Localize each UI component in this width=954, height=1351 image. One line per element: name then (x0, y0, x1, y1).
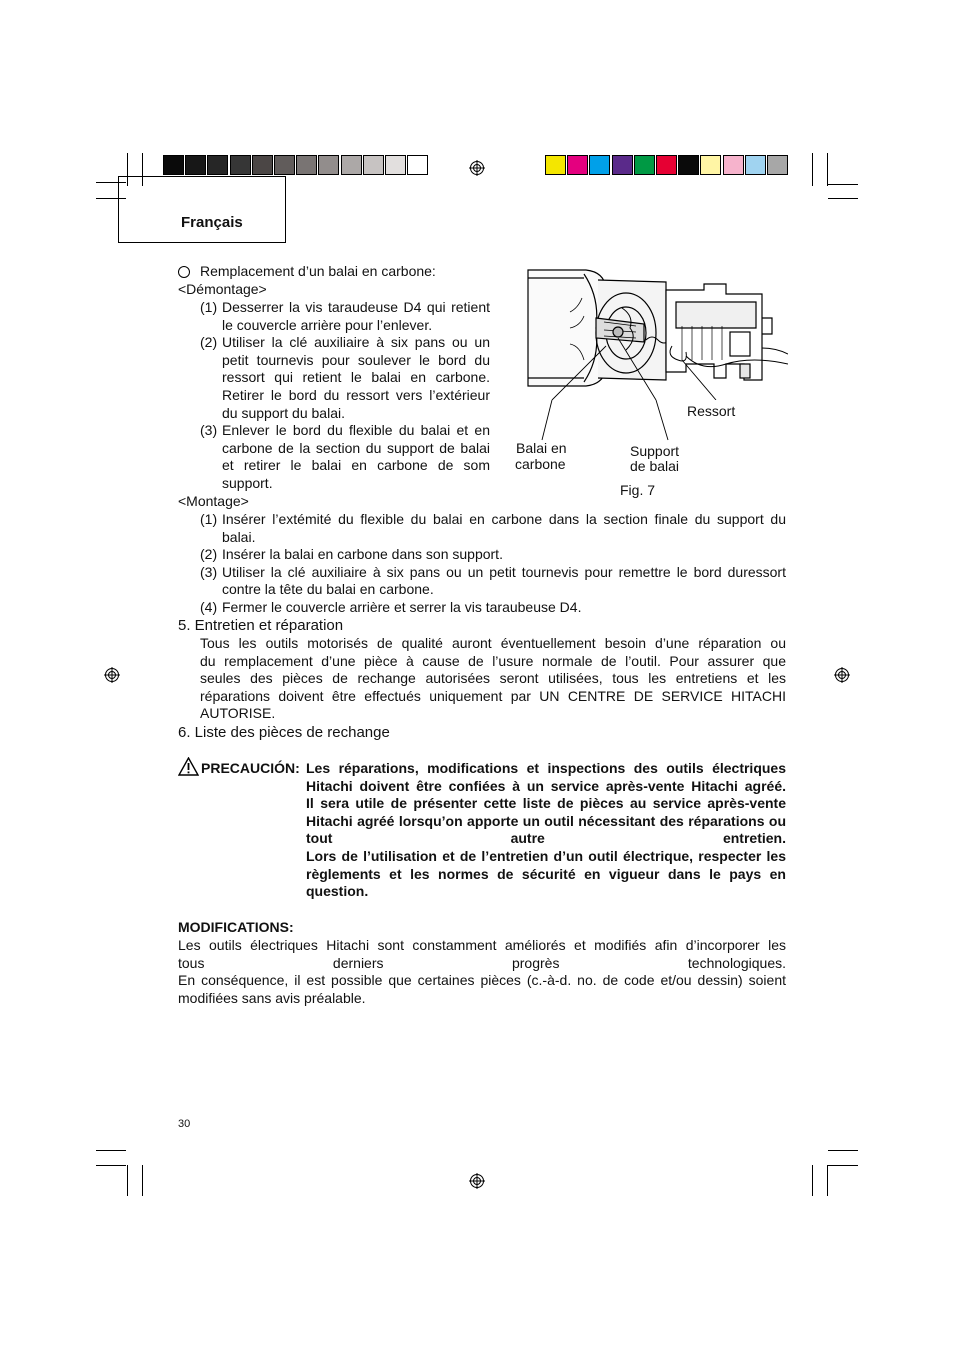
modifications-paragraph (178, 937, 786, 1007)
text-line: Insérer la balai en carbone dans son support. (222, 546, 503, 563)
step-item (200, 511, 786, 546)
color-swatch (589, 155, 610, 175)
text-line: Retirer le bord du ressort vers l’extérieur (222, 386, 490, 403)
text-line: du support du balai. (222, 404, 345, 421)
step-number: (2) (200, 334, 218, 351)
text-line: Lors de l’utilisation et de l’entretien d’un outil électrique, respecter les (306, 847, 786, 864)
color-swatch (723, 155, 744, 175)
step-number: (1) (200, 299, 218, 315)
label-support-line2: de balai (630, 458, 680, 474)
text-line: ressort qui retient le balai en carbone. (222, 369, 490, 386)
color-swatch (163, 155, 184, 175)
color-swatch (545, 155, 566, 175)
text-line: Les réparations, modifications et inspections des outils électriques (306, 760, 786, 776)
registration-mark-bottom-icon (469, 1173, 485, 1189)
text-line: et retirer le balai en carbone de som (222, 457, 490, 474)
text-line: seules des pièces de rechange autorisées seront utilisées, tous les entretiens et les (200, 670, 786, 687)
text-line: petit tournevis pour soulever le bord du (222, 351, 490, 368)
label-support-line1: Support (630, 443, 680, 459)
color-swatch (230, 155, 251, 175)
precaution-label: PRECAUCIÓN: (201, 760, 300, 776)
language-tab-label: Français (181, 214, 243, 231)
color-swatch (363, 155, 384, 175)
precaution-text (306, 760, 786, 901)
color-swatch (385, 155, 406, 175)
bullet-circle-icon (178, 266, 190, 278)
text-line: du remplacement d’une pièce à cause de l’usure normale de l’outil. Pour assurer que (200, 652, 786, 669)
brush-holder-illustration (526, 268, 788, 400)
text-line: Enlever le bord du flexible du balai et en (222, 422, 490, 439)
text-line: En conséquence, il est possible que certaines pièces (c.-à-d. no. de code et/ou dessin) soient (178, 972, 786, 989)
section-title: Remplacement d’un balai en carbone: (200, 263, 436, 279)
step-item (200, 564, 786, 599)
text-line: tout autre entretien. (306, 830, 786, 847)
text-line: réparations doivent être effectués uniquement par UN CENTRE DE SERVICE HITACHI (200, 687, 786, 704)
text-line: Il sera utile de présenter cette liste de pièces au service après-vente (306, 795, 786, 812)
step-text (222, 511, 786, 546)
step-item (200, 599, 786, 617)
registration-mark-right-icon (834, 667, 850, 683)
color-swatch (318, 155, 339, 175)
language-tab (118, 176, 286, 243)
text-line: carbone de la section du support de balai (222, 439, 490, 456)
step-number: (4) (200, 599, 218, 615)
label-ressort: Ressort (687, 403, 736, 419)
color-swatch (252, 155, 273, 175)
color-swatch (678, 155, 699, 175)
step-text (222, 299, 490, 334)
demontage-label: <Démontage> (178, 281, 267, 297)
entretien-heading: 5. Entretien et réparation (178, 617, 344, 634)
step-item (200, 299, 490, 334)
text-line: AUTORISE. (200, 705, 276, 722)
color-swatch (341, 155, 362, 175)
text-line: Insérer l’extémité du flexible du balai en carbone dans la section finale du support du (222, 511, 786, 527)
warning-triangle-icon (178, 757, 199, 776)
color-swatch (700, 155, 721, 175)
step-number: (3) (200, 422, 218, 439)
text-line: règlements et les normes de sécurité en vigueur dans le pays en (306, 865, 786, 882)
page-number: 30 (178, 1118, 191, 1130)
text-line: support. (222, 474, 273, 491)
color-swatch (634, 155, 655, 175)
color-swatch (656, 155, 677, 175)
color-swatch (767, 155, 788, 175)
color-swatch (207, 155, 228, 175)
color-swatch (745, 155, 766, 175)
label-balai-line2: carbone (515, 456, 566, 472)
text-line: Les outils électriques Hitachi sont constamment améliorés et modifiés afin d’incorporer les (178, 937, 786, 953)
text-line: Desserrer la vis taraudeuse D4 qui retient (222, 299, 490, 315)
text-line: Utiliser la clé auxiliaire à six pans ou un petit tournevis pour remettre le bord duressort (222, 563, 786, 580)
step-text (222, 599, 786, 617)
color-swatch (185, 155, 206, 175)
step-item (200, 422, 490, 492)
step-number: (2) (200, 546, 218, 563)
text-line: tous derniers progrès technologiques. (178, 954, 786, 971)
step-text (222, 422, 490, 492)
color-swatch (612, 155, 633, 175)
color-swatch (274, 155, 295, 175)
color-swatch (567, 155, 588, 175)
text-line: question. (306, 883, 369, 900)
text-line: Hitachi agréé lorsqu’on apporte un outil nécessitant des réparations ou (306, 812, 786, 829)
text-line: balai. (222, 528, 256, 545)
text-line: le couvercle arrière pour l’enlever. (222, 316, 433, 333)
text-line: Fermer le couvercle arrière et serrer la vis taraubeuse D4. (222, 599, 582, 615)
color-swatch (296, 155, 317, 175)
montage-label: <Montage> (178, 493, 249, 509)
text-line: Tous les outils motorisés de qualité auront éventuellement besoin d’une réparation ou (200, 635, 786, 651)
step-text (222, 546, 786, 564)
step-text (222, 334, 490, 422)
text-line: Hitachi doivent être confiées à un service après-vente Hitachi agréé. (306, 777, 786, 794)
text-line: modifiées sans avis préalable. (178, 989, 366, 1006)
text-line: contre la tête du balai en carbone. (222, 581, 434, 598)
step-text (222, 564, 786, 599)
step-number: (1) (200, 511, 218, 527)
step-number: (3) (200, 563, 218, 580)
liste-heading: 6. Liste des pièces de rechange (178, 724, 390, 741)
entretien-paragraph (200, 635, 786, 723)
color-swatch (407, 155, 428, 175)
registration-mark-left-icon (104, 667, 120, 683)
label-balai-line1: Balai en (516, 440, 567, 456)
figure-caption: Fig. 7 (620, 482, 656, 498)
step-item (200, 334, 490, 422)
text-line: Utiliser la clé auxiliaire à six pans ou un (222, 334, 490, 351)
registration-mark-top-icon (469, 160, 485, 176)
modifications-heading: MODIFICATIONS: (178, 919, 294, 935)
step-item (200, 546, 786, 564)
